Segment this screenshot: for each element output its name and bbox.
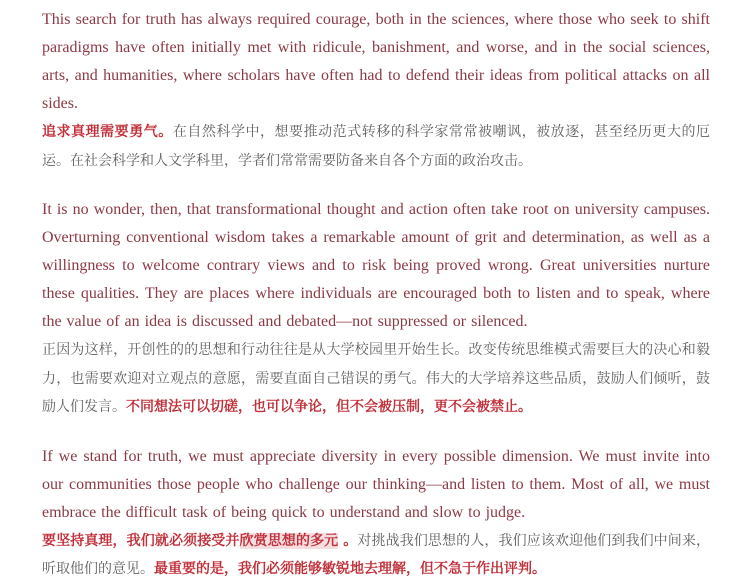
chinese-bold-highlighted-phrase: 欣赏思想的多元 xyxy=(239,532,339,549)
chinese-bold-tail-2: 不同想法可以切磋，也可以争论，但不会被压制，更不会被禁止。 xyxy=(126,399,532,415)
chinese-body-3: 对挑战我们思想的人，我们应该欢迎他们到我们中间来，听取他们的意见。 xyxy=(42,532,711,577)
chinese-bold-period-3: 。 xyxy=(338,532,358,549)
chinese-paragraph-3 xyxy=(42,527,710,584)
chinese-body-1: 在自然科学中，想要推动范式转移的科学家常常被嘲讽，被放逐，甚至经历更大的厄运。在社会科学和人文学科里，学者们常常需要防备来自各个方面的政治攻击。 xyxy=(42,124,711,169)
chinese-bold-lead-3: 要坚持真理，我们就必须接受并 xyxy=(42,532,240,549)
english-paragraph-2: It is no wonder, then, that transformational thought and action often take root on university campuses. Overturning conventional wisdom takes a remarkable amount of grit and determination, as well as a willingness to welcome contrary views and to risk being proved wrong. Great universities nurture these qualities. They are places where individuals are encouraged both to listen and to speak, where the value of an idea is discussed and debated—not suppressed or silenced. xyxy=(42,201,710,330)
chinese-paragraph-1 xyxy=(42,118,710,175)
chinese-bold-tail-3: 最重要的是，我们必须能够敏锐地去理解，但不急于作出评判。 xyxy=(154,561,546,577)
chinese-body-2: 正因为这样，开创性的的思想和行动往往是从大学校园里开始生长。改变传统思维模式需要巨大的决心和毅力，也需要欢迎对立观点的意愿，需要直面自己错误的勇气。伟大的大学培养这些品质，鼓励人们倾听，鼓励人们发言。 xyxy=(42,342,710,415)
english-paragraph-3: If we stand for truth, we must appreciate diversity in every possible dimension. We must invite into our communities those people who challenge our thinking—and listen to them. Most of all, we must embrace the difficult task of being quick to understand and slow to judge. xyxy=(42,447,710,521)
chinese-bold-lead-1: 追求真理需要勇气。 xyxy=(42,124,173,140)
chinese-paragraph-2 xyxy=(42,336,710,422)
english-paragraph-1: This search for truth has always required courage, both in the sciences, where those who seek to shift paradigms have often initially met with ridicule, banishment, and worse, and in the social sciences, arts, and humanities, where scholars have often had to defend their ideas from political attacks on all sides. xyxy=(42,11,710,112)
